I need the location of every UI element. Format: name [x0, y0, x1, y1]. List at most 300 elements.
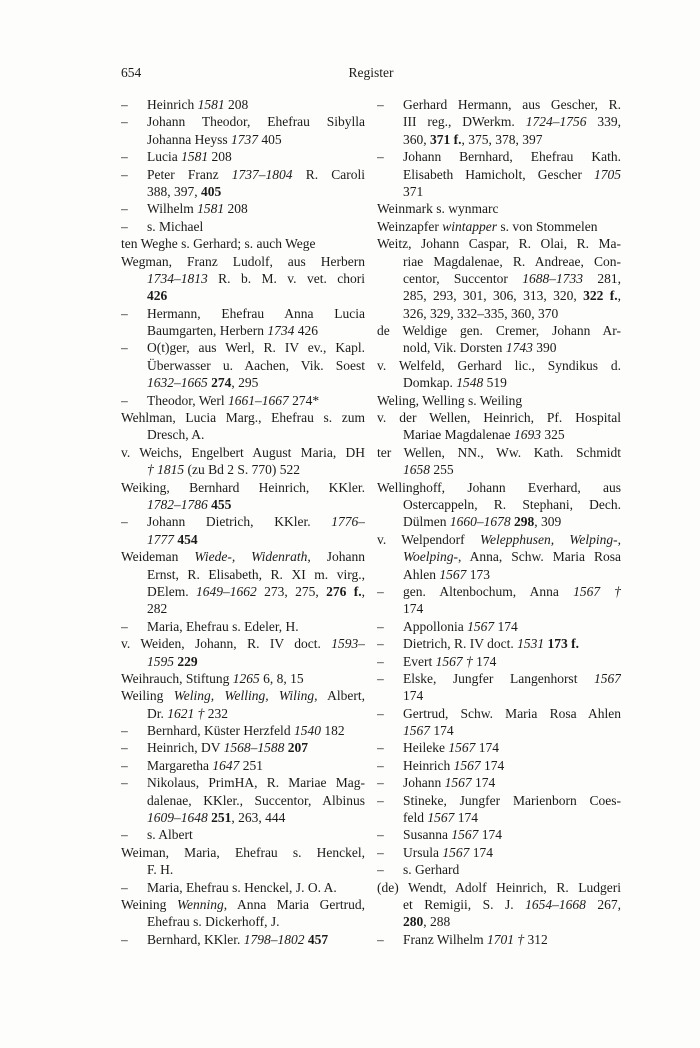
text-segment: Bernhard, Küster Herzfeld — [147, 723, 294, 739]
text-segment: 1567 — [448, 740, 476, 756]
entry-line — [121, 531, 365, 548]
entry-line — [377, 896, 621, 913]
entry-line — [121, 513, 365, 530]
text-segment: 1581 — [181, 149, 209, 165]
register-entry — [121, 635, 365, 670]
register-entry — [121, 879, 365, 896]
entry-line — [121, 722, 365, 739]
text-segment: Ostercappeln, R. Stephani, Dech. — [403, 496, 621, 512]
text-segment: Weiling — [121, 688, 174, 704]
sub-entry-dash: – — [121, 340, 128, 356]
register-entry — [121, 96, 365, 113]
text-segment: 1581 — [197, 97, 225, 112]
entry-line — [121, 548, 365, 565]
register-entry — [121, 339, 365, 391]
text-segment: F. H. — [147, 862, 174, 878]
register-entry — [377, 774, 621, 791]
text-segment: 280 — [403, 914, 424, 930]
entry-line — [377, 687, 621, 704]
sub-entry-dash: – — [121, 392, 128, 408]
text-segment: Susanna — [403, 827, 452, 843]
entry-line — [121, 774, 365, 791]
text-segment: Bernhard, KKler. — [147, 931, 244, 947]
text-segment: Margaretha — [147, 757, 213, 773]
register-entry — [121, 166, 365, 201]
text-segment: 426 — [147, 288, 168, 304]
entry-line — [377, 270, 621, 287]
register-entry — [121, 739, 365, 756]
text-segment: 285, 293, 301, 306, 313, 320, — [403, 288, 584, 304]
text-segment: 232 — [204, 705, 228, 721]
sub-entry-dash: – — [121, 618, 128, 634]
entry-line — [121, 183, 365, 200]
register-entry — [377, 218, 621, 235]
text-segment: 371 f. — [430, 131, 462, 147]
register-entry — [377, 444, 621, 479]
text-segment: 1660–1678 — [449, 514, 514, 530]
text-segment: Albert, — [317, 688, 365, 704]
text-segment: Wellinghoff, Johann Everhard, aus — [377, 479, 621, 495]
register-entry — [377, 792, 621, 827]
text-segment: Heinrich — [403, 757, 454, 773]
entry-line — [377, 357, 621, 374]
text-segment: 174 — [471, 775, 496, 791]
entry-line — [121, 635, 365, 652]
text-segment: Johanna Heyss — [147, 131, 231, 147]
register-entry — [121, 253, 365, 305]
register-entry — [377, 235, 621, 322]
register-entry — [121, 392, 365, 409]
entry-line — [121, 496, 365, 513]
entry-line — [121, 792, 365, 809]
entry-line — [377, 200, 621, 217]
text-segment: , — [361, 583, 365, 599]
register-content — [121, 96, 621, 948]
text-segment: Wehlman, Lucia Marg., Ehefrau s. zum — [121, 410, 365, 426]
text-segment: Welepphusen, Welping-, — [479, 531, 621, 547]
text-segment: Mariae Magdalenae — [403, 427, 514, 443]
sub-entry-dash: – — [377, 827, 384, 843]
entry-line — [121, 218, 365, 235]
text-segment: 322 f. — [583, 288, 618, 304]
text-segment: R. b. M. v. vet. chori — [218, 270, 365, 286]
text-segment: feld — [403, 810, 428, 826]
text-segment: 1798–1802 — [243, 931, 308, 947]
register-entry — [377, 618, 621, 635]
text-segment: Johann Dietrich, KKler. — [147, 514, 332, 530]
entry-line — [377, 531, 621, 548]
entry-line — [121, 566, 365, 583]
register-entry — [377, 844, 621, 861]
text-segment: s. Michael — [147, 218, 204, 234]
entry-line — [121, 600, 365, 617]
entry-line — [121, 583, 365, 600]
entry-line — [121, 653, 365, 670]
entry-line — [377, 131, 621, 148]
text-segment: Ursula — [403, 844, 443, 860]
entry-line — [121, 253, 365, 270]
register-entry — [377, 879, 621, 931]
text-segment: 1609–1648 — [147, 810, 212, 826]
sub-entry-dash: – — [377, 149, 384, 165]
text-segment: v. Weiden, Johann, R. IV doct. — [121, 636, 332, 652]
text-segment: Baumgarten, Herbern — [147, 323, 268, 339]
text-segment: 1734–1813 — [147, 270, 219, 286]
entry-line — [121, 757, 365, 774]
text-segment: s. von Stommelen — [497, 218, 598, 234]
entry-line — [377, 148, 621, 165]
entry-line — [377, 287, 621, 304]
entry-line — [377, 166, 621, 183]
text-segment: 1265 — [232, 670, 260, 686]
register-entry — [121, 670, 365, 687]
text-segment: † 1815 — [147, 462, 185, 478]
entry-line — [377, 461, 621, 478]
text-segment: 174 — [494, 618, 518, 634]
text-segment: v. Weichs, Engelbert August Maria, DH — [121, 444, 365, 460]
text-segment: Wiede-, Widenrath — [194, 549, 308, 565]
text-segment: 388, 397, — [147, 183, 201, 199]
text-segment: Heileke — [403, 740, 449, 756]
register-entry — [121, 722, 365, 739]
text-segment: 1567 † — [573, 583, 621, 599]
entry-line — [377, 635, 621, 652]
text-segment: R. Caroli — [292, 166, 365, 182]
sub-entry-dash: – — [121, 166, 128, 182]
sub-entry-dash: – — [377, 97, 384, 112]
sub-entry-dash: – — [121, 931, 128, 947]
text-segment: 251 — [211, 810, 232, 826]
sub-entry-dash: – — [121, 740, 128, 756]
text-segment: Domkap. — [403, 375, 457, 391]
text-segment: Weining — [121, 896, 177, 912]
entry-line — [377, 392, 621, 409]
text-segment: 1776– — [331, 514, 365, 530]
text-segment: 207 — [287, 740, 308, 756]
text-segment: 174 — [480, 757, 505, 773]
text-segment: wintapper — [442, 218, 498, 234]
register-entry — [377, 357, 621, 392]
sub-entry-dash: – — [377, 636, 384, 652]
text-segment: 174 — [403, 688, 424, 704]
entry-line — [377, 809, 621, 826]
text-segment: 454 — [177, 531, 198, 547]
register-entry — [121, 826, 365, 843]
entry-line — [121, 879, 365, 896]
text-segment: 405 — [258, 131, 282, 147]
text-segment: 1649–1662 — [196, 583, 257, 599]
text-segment: 1737–1804 — [231, 166, 293, 182]
text-segment: Weiman, Maria, Ehefrau s. Henckel, — [121, 844, 365, 860]
text-segment: gen. Altenbochum, Anna — [403, 583, 574, 599]
text-segment: Dresch, A. — [147, 427, 205, 443]
sub-entry-dash: – — [121, 149, 128, 165]
text-segment: 282 — [147, 601, 168, 617]
text-segment: 1595 — [147, 653, 178, 669]
text-segment: Überwasser u. Aachen, Vik. Soest — [147, 357, 365, 373]
register-entry — [121, 113, 365, 148]
entry-line — [377, 913, 621, 930]
text-segment: Weinzapfer — [377, 218, 443, 234]
text-segment: 174 — [454, 810, 478, 826]
text-segment: 455 — [211, 496, 232, 512]
entry-line — [377, 722, 621, 739]
register-entry — [377, 931, 621, 948]
text-segment: 1647 — [212, 757, 240, 773]
sub-entry-dash: – — [121, 879, 128, 895]
entry-line — [121, 409, 365, 426]
text-segment: 276 f. — [326, 583, 362, 599]
text-segment: 339, — [586, 114, 621, 130]
text-segment: 1782–1786 — [147, 496, 212, 512]
text-segment: et Remigii, S. J. — [403, 896, 526, 912]
text-segment: 174 — [430, 723, 454, 739]
sub-entry-dash: – — [121, 723, 128, 739]
text-segment: 1567 — [444, 775, 472, 791]
sub-entry-dash: – — [377, 670, 384, 686]
entry-line — [377, 653, 621, 670]
text-segment: Gertrud, Schw. Maria Rosa Ahlen — [403, 705, 621, 721]
entry-line — [377, 600, 621, 617]
text-segment: Johann Theodor, Ehefrau Sibylla — [147, 114, 365, 130]
entry-line — [121, 166, 365, 183]
register-entry — [121, 444, 365, 479]
entry-line — [377, 322, 621, 339]
text-segment: Theodor, Werl — [147, 392, 228, 408]
text-segment: 1540 — [293, 723, 321, 739]
text-segment: (de) Wendt, Adolf Heinrich, R. Ludgeri — [377, 879, 621, 895]
text-segment: , Anna Maria Gertrud, — [223, 896, 365, 912]
text-segment: 390 — [532, 340, 557, 356]
register-entry — [121, 235, 365, 252]
register-entry — [377, 653, 621, 670]
text-segment: 208 — [208, 149, 232, 165]
text-segment: 1593– — [331, 636, 365, 652]
entry-line — [121, 687, 365, 704]
text-segment: 405 — [201, 183, 222, 199]
page-number: 654 — [121, 65, 142, 80]
text-segment: s. Gerhard — [403, 862, 460, 878]
text-segment: 174 — [469, 844, 493, 860]
entry-line — [377, 444, 621, 461]
register-entry — [121, 896, 365, 931]
text-segment: 1693 — [513, 427, 541, 443]
entry-line — [377, 253, 621, 270]
text-segment: riae Magdalenae, R. Andreae, Con- — [403, 253, 621, 269]
text-segment: 1724–1756 — [525, 114, 587, 130]
register-entry — [377, 861, 621, 878]
entry-line — [377, 183, 621, 200]
text-segment: 1632–1665 — [147, 375, 212, 391]
register-entry — [121, 844, 365, 879]
sub-entry-dash: – — [377, 618, 384, 634]
entry-line — [377, 374, 621, 391]
entry-line — [377, 879, 621, 896]
column-right — [377, 96, 621, 948]
text-segment: 426 — [294, 323, 318, 339]
register-entry — [377, 479, 621, 531]
text-segment: 325 — [540, 427, 565, 443]
entry-line — [121, 200, 365, 217]
running-title: Register — [348, 65, 394, 80]
text-segment: Weling, Welling, Wiling, — [173, 688, 318, 704]
entry-line — [121, 461, 365, 478]
text-segment: dalenae, KKler., Succentor, Albinus — [147, 792, 365, 808]
entry-line — [377, 305, 621, 322]
entry-line — [121, 739, 365, 756]
entry-line — [377, 513, 621, 530]
text-segment: 457 — [307, 931, 329, 947]
text-segment: Maria, Ehefrau s. Henckel, J. O. A. — [147, 879, 337, 895]
register-entry — [121, 200, 365, 217]
entry-line — [121, 392, 365, 409]
text-segment: O(t)ger, aus Werl, R. IV ev., Kapl. — [147, 340, 365, 356]
register-entry — [121, 148, 365, 165]
text-segment: , Johann — [307, 549, 365, 565]
text-segment: 1705 — [594, 166, 621, 182]
entry-line — [121, 235, 365, 252]
entry-line — [121, 339, 365, 356]
register-entry — [121, 548, 365, 618]
entry-line — [377, 705, 621, 722]
entry-line — [121, 444, 365, 461]
entry-line — [121, 705, 365, 722]
text-segment: 298 — [514, 514, 535, 530]
text-segment: 174 — [472, 653, 497, 669]
text-segment: nold, Vik. Dorsten — [403, 340, 506, 356]
register-entry — [377, 826, 621, 843]
text-segment: Appollonia — [403, 618, 468, 634]
text-segment: Heinrich, DV — [147, 740, 224, 756]
text-segment: 281, — [583, 270, 621, 286]
text-segment: Peter Franz — [147, 166, 232, 182]
text-segment: 1567 † — [435, 653, 473, 669]
text-segment: ter Wellen, NN., Ww. Kath. Schmidt — [377, 444, 621, 460]
entry-line — [377, 496, 621, 513]
text-segment: 1567 — [451, 827, 479, 843]
text-segment: Hermann, Ehefrau Anna Lucia — [147, 305, 365, 321]
entry-line — [377, 583, 621, 600]
text-segment: 1567 — [403, 723, 430, 739]
text-segment: 251 — [239, 757, 263, 773]
entry-line — [121, 809, 365, 826]
text-segment: 1661–1667 — [227, 392, 289, 408]
text-segment: 229 — [177, 653, 198, 669]
text-segment: Weiking, Bernhard Heinrich, KKler. — [121, 479, 365, 495]
text-segment: , 288 — [423, 914, 451, 930]
entry-line — [121, 896, 365, 913]
text-segment: Dülmen — [403, 514, 450, 530]
text-segment: Weitz, Johann Caspar, R. Olai, R. Ma- — [377, 236, 621, 252]
text-segment: , 309 — [534, 514, 562, 530]
entry-line — [377, 218, 621, 235]
entry-line — [377, 566, 621, 583]
entry-line — [121, 931, 365, 948]
entry-line — [121, 618, 365, 635]
text-segment: DElem. — [147, 583, 196, 599]
text-segment: Elisabeth Hamicholt, Gescher — [403, 166, 594, 182]
text-segment: , 375, 378, 397 — [461, 131, 543, 147]
register-entry — [377, 583, 621, 618]
text-segment: 1701 † — [486, 931, 525, 947]
entry-line — [121, 270, 365, 287]
sub-entry-dash: – — [377, 757, 384, 773]
sub-entry-dash: – — [377, 653, 384, 669]
text-segment: Nikolaus, PrimHA, R. Mariae Mag- — [147, 775, 365, 791]
entry-line — [377, 861, 621, 878]
register-entry — [377, 322, 621, 357]
text-segment: 173 — [466, 566, 490, 582]
text-segment: 1743 — [505, 340, 533, 356]
text-segment: 6, 8, 15 — [259, 670, 304, 686]
text-segment: 174 — [478, 827, 502, 843]
text-segment: s. Albert — [147, 827, 193, 843]
sub-entry-dash: – — [377, 775, 384, 791]
text-segment: 173 f. — [547, 636, 579, 652]
text-segment: Ahlen — [403, 566, 440, 582]
entry-line — [121, 305, 365, 322]
text-segment: 1581 — [197, 201, 225, 217]
entry-line — [121, 826, 365, 843]
text-segment: 1567 — [467, 618, 495, 634]
entry-line — [377, 844, 621, 861]
register-entry — [377, 392, 621, 409]
sub-entry-dash: – — [377, 844, 384, 860]
entry-line — [121, 844, 365, 861]
text-segment: Dietrich, R. IV doct. — [403, 636, 518, 652]
text-segment: 326, 329, 332–335, 360, 370 — [403, 305, 559, 321]
text-segment: 1777 — [147, 531, 178, 547]
text-segment: 208 — [224, 97, 249, 112]
entry-line — [121, 113, 365, 130]
text-segment: Woelping- — [403, 549, 458, 565]
entry-line — [121, 861, 365, 878]
entry-line — [377, 339, 621, 356]
text-segment: 255 — [430, 462, 454, 478]
text-segment: 1567 — [442, 844, 470, 860]
text-segment: Ernst, R. Elisabeth, R. XI m. virg., — [147, 566, 365, 582]
text-segment: (zu Bd 2 S. 770) 522 — [184, 462, 300, 478]
register-entry — [377, 635, 621, 652]
text-segment: Wilhelm — [147, 201, 198, 217]
text-segment: Weling, Welling s. Weiling — [377, 392, 523, 408]
text-segment: Johann Bernhard, Ehefrau Kath. — [403, 149, 621, 165]
text-segment: Evert — [403, 653, 436, 669]
register-entry — [121, 218, 365, 235]
entry-line — [121, 426, 365, 443]
text-segment: 1548 — [456, 375, 484, 391]
text-segment: Franz Wilhelm — [403, 931, 487, 947]
text-segment: 1737 — [231, 131, 258, 147]
text-segment: 312 — [524, 931, 548, 947]
entry-line — [377, 792, 621, 809]
register-entry — [377, 200, 621, 217]
sub-entry-dash: – — [121, 201, 128, 217]
text-segment: Gerhard Hermann, aus Gescher, R. — [403, 97, 621, 112]
text-segment: 519 — [483, 375, 507, 391]
text-segment: Weideman — [121, 549, 195, 565]
text-segment: 1658 — [403, 462, 430, 478]
register-entry — [121, 513, 365, 548]
sub-entry-dash: – — [121, 757, 128, 773]
text-segment: Ehefrau s. Dickerhoff, J. — [147, 914, 280, 930]
entry-line — [377, 548, 621, 565]
text-segment: 360, — [403, 131, 430, 147]
entry-line — [121, 374, 365, 391]
text-segment: 1621 † — [167, 705, 205, 721]
register-entry — [121, 931, 365, 948]
entry-line — [377, 479, 621, 496]
